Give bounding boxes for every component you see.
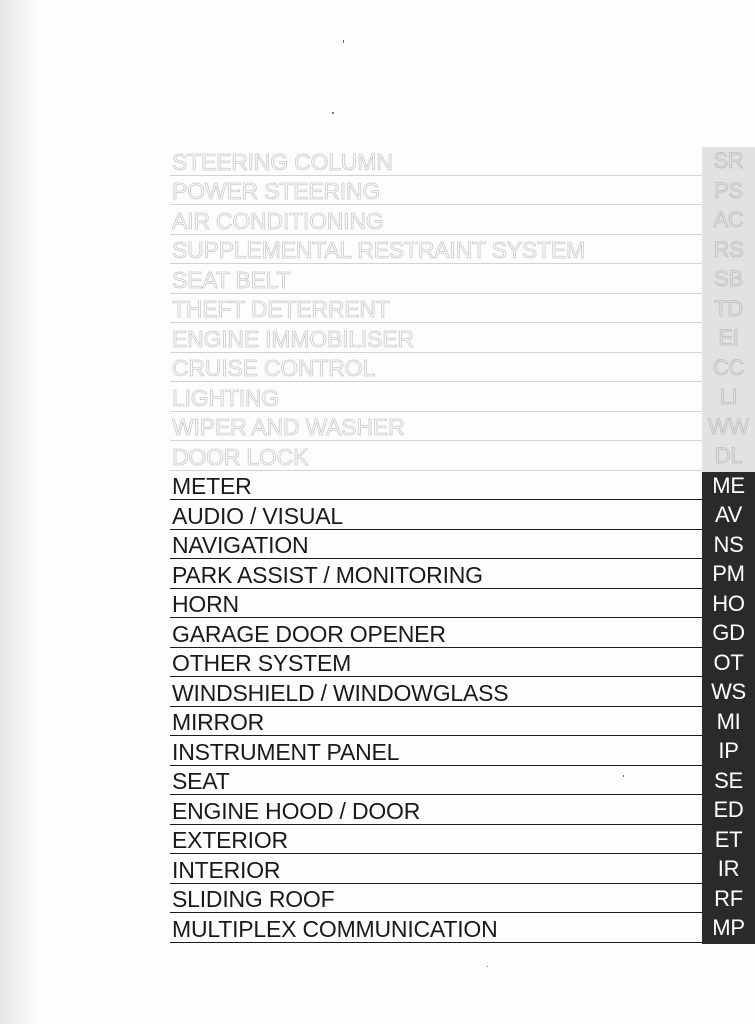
section-title: WIPER AND WASHER — [172, 414, 405, 440]
index-row — [0, 322, 755, 352]
scan-speck — [343, 40, 344, 43]
section-tab-code: GD — [702, 619, 755, 649]
index-row — [0, 204, 755, 234]
section-title: STEERING COLUMN — [172, 148, 393, 175]
scan-speck — [487, 966, 488, 967]
section-tab-code: ET — [702, 826, 755, 856]
section-tab-code: MI — [702, 708, 755, 738]
section-tab-code: RS — [702, 236, 755, 266]
index-row — [0, 676, 755, 706]
index-row — [0, 529, 755, 559]
section-title: MIRROR — [172, 709, 265, 735]
section-tab-code: PS — [702, 177, 755, 207]
section-title: DOOR LOCK — [172, 443, 309, 470]
section-tab-code: CC — [702, 354, 755, 384]
section-tab-code: LI — [702, 383, 755, 413]
index-row — [0, 440, 755, 470]
section-title: POWER STEERING — [172, 178, 381, 204]
section-title: EXTERIOR — [172, 827, 288, 853]
index-row — [0, 470, 755, 500]
section-tab-code: WS — [702, 678, 755, 708]
section-tab-code: NS — [702, 531, 755, 561]
section-title: SLIDING ROOF — [172, 886, 335, 912]
section-tab-code: AC — [702, 206, 755, 236]
section-title: OTHER SYSTEM — [172, 650, 352, 676]
index-row — [0, 765, 755, 795]
section-title: WINDSHIELD / WINDOWGLASS — [172, 679, 509, 706]
index-row — [0, 558, 755, 588]
section-tab-code: ME — [702, 472, 755, 502]
section-title: METER — [172, 473, 252, 499]
index-row — [0, 647, 755, 677]
scan-speck — [332, 112, 334, 114]
section-tab-code: MP — [702, 914, 755, 944]
section-title: AUDIO / VISUAL — [172, 502, 344, 529]
section-tab-code: SR — [702, 147, 755, 177]
index-row — [0, 912, 755, 942]
index-row — [0, 883, 755, 913]
index-row — [0, 411, 755, 441]
section-title: PARK ASSIST / MONITORING — [172, 561, 483, 588]
section-title: INTERIOR — [172, 856, 281, 883]
index-row — [0, 794, 755, 824]
section-tab-code: DL — [702, 442, 755, 472]
index-row — [0, 853, 755, 883]
section-title: GARAGE DOOR OPENER — [172, 620, 446, 647]
index-row — [0, 824, 755, 854]
section-tab-code: EI — [702, 324, 755, 354]
section-tab-code: IP — [702, 737, 755, 767]
index-row — [0, 352, 755, 382]
section-tab-code: SB — [702, 265, 755, 295]
index-row — [0, 735, 755, 765]
index-row — [0, 617, 755, 647]
section-title: SEAT — [172, 768, 230, 794]
index-row — [0, 381, 755, 411]
section-tab-code: IR — [702, 855, 755, 885]
section-title: NAVIGATION — [172, 532, 309, 558]
section-title: SEAT BELT — [172, 266, 291, 293]
section-title: ENGINE IMMOBILISER — [172, 325, 414, 352]
index-row — [0, 145, 755, 175]
index-row — [0, 175, 755, 205]
section-title: THEFT DETERRENT — [172, 296, 390, 322]
section-title: AIR CONDITIONING — [172, 207, 384, 234]
section-tab-code: PM — [702, 560, 755, 590]
section-title: MULTIPLEX COMMUNICATION — [172, 915, 498, 942]
index-row — [0, 263, 755, 293]
section-title: CRUISE CONTROL — [172, 355, 375, 381]
section-tab-code: SE — [702, 767, 755, 797]
section-tab-code: OT — [702, 649, 755, 679]
section-tab-code: WW — [702, 413, 755, 443]
index-row — [0, 293, 755, 323]
row-divider — [170, 942, 702, 943]
index-row — [0, 588, 755, 618]
section-tab-code: ED — [702, 796, 755, 826]
section-index — [0, 145, 755, 942]
section-title: ENGINE HOOD / DOOR — [172, 797, 421, 824]
section-title: INSTRUMENT PANEL — [172, 738, 400, 765]
section-tab-code: HO — [702, 590, 755, 620]
index-row — [0, 499, 755, 529]
section-tab-code: TD — [702, 295, 755, 325]
section-title: LIGHTING — [172, 384, 280, 411]
index-row — [0, 706, 755, 736]
section-tab-code: RF — [702, 885, 755, 915]
index-row — [0, 234, 755, 264]
section-tab-code: AV — [702, 501, 755, 531]
section-title: SUPPLEMENTAL RESTRAINT SYSTEM — [172, 237, 585, 263]
section-title: HORN — [172, 591, 239, 617]
